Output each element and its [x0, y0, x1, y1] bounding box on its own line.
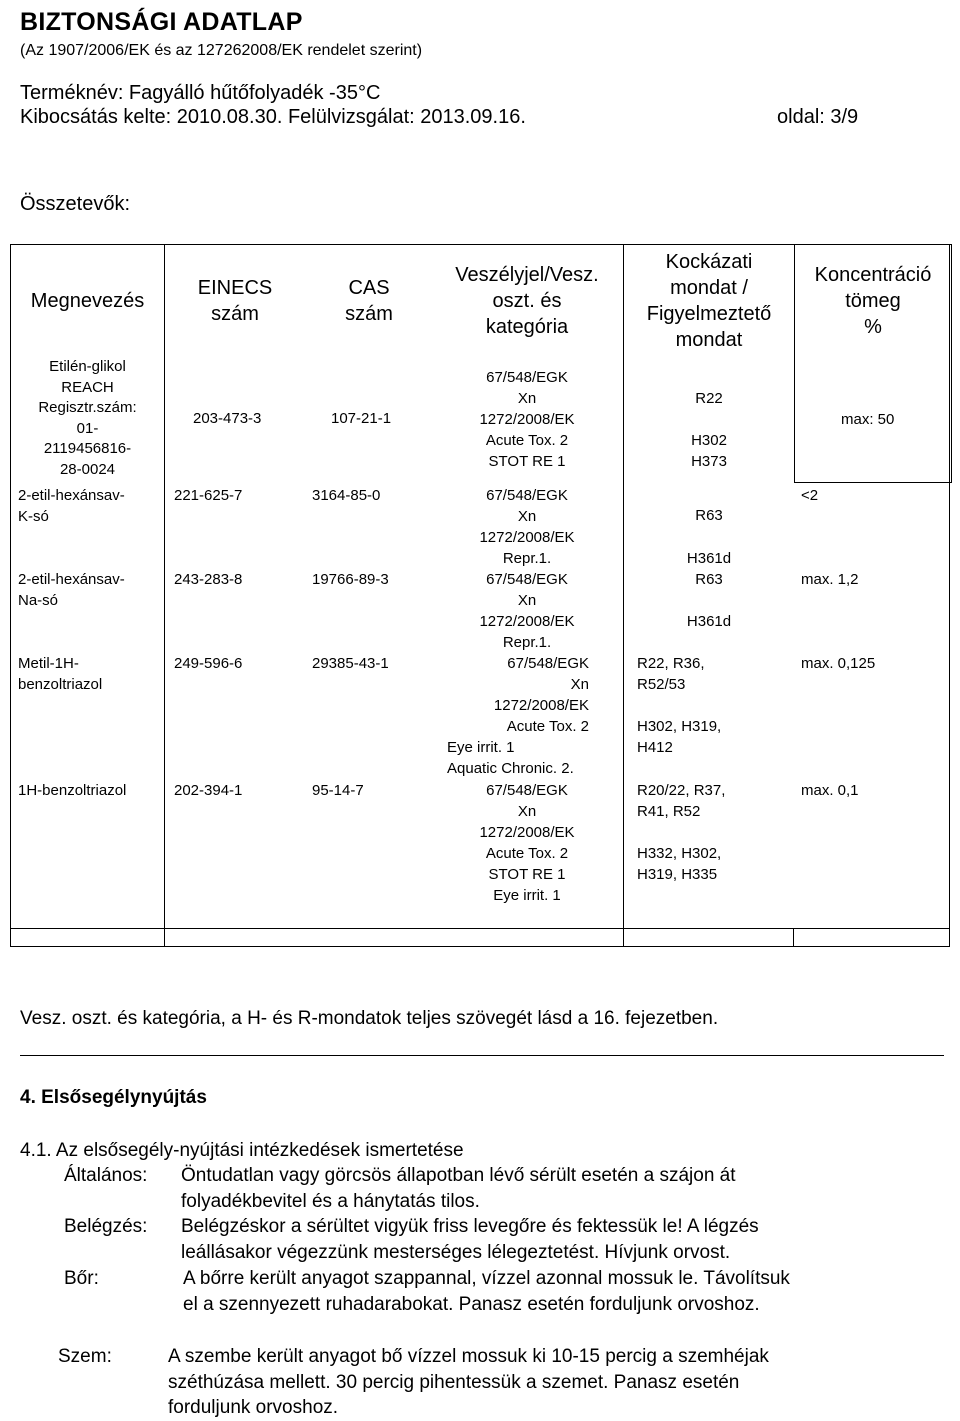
section-4-1-title: 4.1. Az elsősegély-nyújtási intézkedések ismertetése [20, 1140, 464, 1161]
row4-risk-h: H302, H319, H412 [637, 718, 722, 756]
header-risk: Kockázati mondat / Figyelmeztető mondat [646, 251, 772, 351]
issue-dates: Kibocsátás kelte: 2010.08.30. Felülvizsgálat: 2013.09.16. [20, 106, 526, 128]
table-empty-row [10, 928, 950, 947]
row3-concentration: max. 1,2 [801, 571, 859, 588]
row4-hazard-extra: Eye irrit. 1 Aquatic Chronic. 2. [447, 739, 574, 777]
header-name: Megnevezés [30, 290, 145, 312]
row4-einecs: 249-596-6 [174, 655, 243, 672]
row1-risk-r: R22 [695, 390, 723, 407]
section-4-title: 4. Elsősegélynyújtás [20, 1087, 207, 1108]
header-cas: CAS szám [345, 277, 393, 325]
row4-risk-r: R22, R36, R52/53 [637, 655, 705, 693]
header-concentration: Koncentráció tömeg % [814, 264, 932, 338]
row4-cas: 29385-43-1 [312, 655, 389, 672]
desc-inhalation: Belégzéskor a sérültet vigyük friss levegőre és fektessük le! A légzés leállásakor végezzünk mesterséges lélegeztetést. Hívjunk orvost. [181, 1216, 759, 1263]
components-table [10, 244, 950, 929]
desc-general: Öntudatlan vagy görcsös állapotban lévő sérült esetén a szájon át folyadékbevitel és a hánytatás tilos. [181, 1165, 736, 1212]
term-eye: Szem: [58, 1346, 112, 1367]
page-number: oldal: 3/9 [777, 106, 859, 128]
desc-eye: A szembe került anyagot bő vízzel mossuk ki 10-15 percig a szemhéjak széthúzása mellett. 30 percig pihentessük a szemet. Panasz esetén forduljunk orvoshoz. [168, 1346, 769, 1418]
row2-concentration: <2 [801, 487, 819, 504]
row5-einecs: 202-394-1 [174, 782, 243, 799]
row5-hazard: 67/548/EGK Xn 1272/2008/EK Acute Tox. 2 STOT RE 1 Eye irrit. 1 [479, 782, 575, 904]
desc-skin: A bőrre került anyagot szappannal, vízzel azonnal mossuk le. Távolítsuk el a szennyezett ruhadarabokat. Panasz esetén forduljunk orvoshoz. [183, 1268, 790, 1315]
row1-hazard: 67/548/EGK Xn 1272/2008/EK Acute Tox. 2 STOT RE 1 [479, 369, 575, 470]
row1-concentration: max: 50 [841, 411, 895, 428]
row3-risk-h: H361d [686, 613, 732, 630]
row1-risk-h: H302 H373 [691, 432, 727, 470]
row4-name: Metil-1H- benzoltriazol [18, 655, 103, 693]
row2-name: 2-etil-hexánsav- K-só [18, 487, 125, 525]
term-inhalation: Belégzés: [64, 1216, 148, 1237]
row5-name: 1H-benzoltriazol [18, 782, 127, 799]
row3-cas: 19766-89-3 [312, 571, 389, 588]
row4-concentration: max. 0,125 [801, 655, 876, 672]
term-general: Általános: [64, 1165, 148, 1186]
row2-einecs: 221-625-7 [174, 487, 243, 504]
document-title: BIZTONSÁGI ADATLAP [20, 8, 303, 36]
row3-risk-r: R63 [695, 571, 723, 588]
row2-hazard: 67/548/EGK Xn 1272/2008/EK Repr.1. [479, 487, 575, 567]
product-name: Terméknév: Fagyálló hűtőfolyadék -35°C [20, 82, 381, 104]
row4-hazard: 67/548/EGK Xn 1272/2008/EK Acute Tox. 2 [493, 655, 589, 735]
row1-name: Etilén-glikol REACH Regisztr.szám: 01- 2119456816- 28-0024 [38, 358, 137, 478]
components-label: Összetevők: [20, 193, 131, 215]
row2-risk-r: R63 [695, 507, 723, 524]
reference-note: Vesz. oszt. és kategória, a H- és R-mondatok teljes szövegét lásd a 16. fejezetben. [20, 1008, 719, 1029]
regulation-reference: (Az 1907/2006/EK és az 127262008/EK rendelet szerint) [20, 42, 423, 59]
row5-risk-r: R20/22, R37, R41, R52 [637, 782, 726, 820]
row1-cas: 107-21-1 [331, 410, 392, 427]
row1-einecs: 203-473-3 [193, 410, 262, 427]
row5-concentration: max. 0,1 [801, 782, 859, 799]
header-einecs: EINECS szám [197, 277, 273, 325]
divider [20, 1055, 944, 1056]
row5-risk-h: H332, H302, H319, H335 [637, 845, 722, 883]
row2-cas: 3164-85-0 [312, 487, 381, 504]
row5-cas: 95-14-7 [312, 782, 364, 799]
term-skin: Bőr: [64, 1268, 99, 1289]
row3-name: 2-etil-hexánsav- Na-só [18, 571, 125, 609]
header-hazard: Veszélyjel/Vesz. oszt. és kategória [455, 264, 599, 338]
row2-risk-h: H361d [686, 550, 732, 567]
row3-einecs: 243-283-8 [174, 571, 243, 588]
row3-hazard: 67/548/EGK Xn 1272/2008/EK Repr.1. [479, 571, 575, 651]
